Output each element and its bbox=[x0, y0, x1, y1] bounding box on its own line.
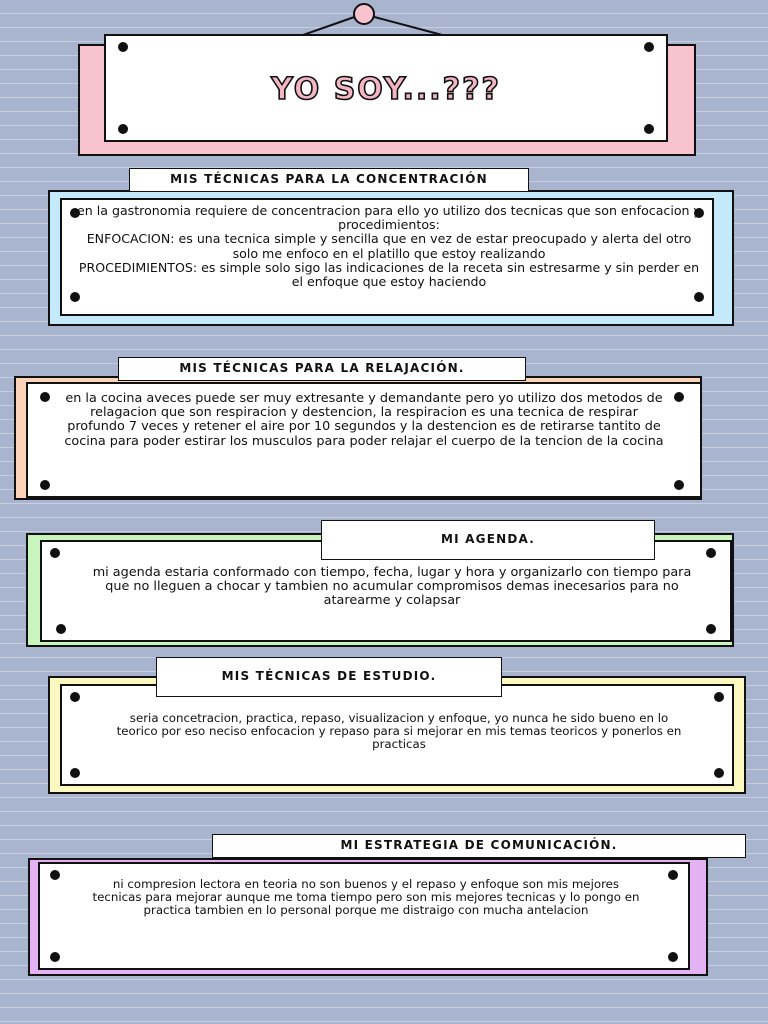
pin-dot bbox=[714, 768, 724, 778]
pin-dot bbox=[668, 952, 678, 962]
pin-dot bbox=[70, 692, 80, 702]
section-concentracion-card bbox=[60, 198, 714, 316]
section-concentracion-label: MIS TÉCNICAS PARA LA CONCENTRACIÓN bbox=[129, 168, 529, 192]
section-estudio-label: MIS TÉCNICAS DE ESTUDIO. bbox=[156, 657, 502, 697]
pin-dot bbox=[644, 42, 654, 52]
section-estudio-text: seria concetracion, practica, repaso, visualizacion y enfoque, yo nunca he sido bueno en lo teorico por eso neciso enfocacion y repaso para si mejorar en mis temas teoricos y ponerlos en practicas bbox=[116, 711, 682, 751]
pin-dot bbox=[694, 292, 704, 302]
section-relajacion-text: en la cocina aveces puede ser muy extresante y demandante pero yo utilizo dos metodos de relagacion que son respiracion y destencion, la respiracion es una tecnica de respirar profundo 7 veces y retener el aire por 10 segundos y la destencion es de retirarse tantito de cocina para poder estirar los musculos para poder relajar el cuerpo de la tencion de la cocina bbox=[64, 391, 664, 449]
pin-dot bbox=[40, 392, 50, 402]
pin-dot bbox=[674, 392, 684, 402]
pin-dot bbox=[40, 480, 50, 490]
pin-dot bbox=[56, 624, 66, 634]
section-relajacion-label: MIS TÉCNICAS PARA LA RELAJACIÓN. bbox=[118, 357, 526, 381]
pin-dot bbox=[644, 124, 654, 134]
pin-dot bbox=[714, 692, 724, 702]
section-concentracion-text: en la gastronomia requiere de concentracion para ello yo utilizo dos tecnicas que son enfocacion y procedimientos: ENFOCACION: es una tecnica simple y sencilla que en vez de estar preocupado y alerta del otro solo me enfoco en el platillo que estoy realizando PROCEDIMIENTOS: es simple solo sigo las indicaciones de la receta sin estresarme y sin perder en el enfoque que estoy haciendo bbox=[77, 203, 701, 290]
section-relajacion-card bbox=[26, 382, 702, 498]
pin-dot bbox=[668, 870, 678, 880]
pin-dot bbox=[50, 548, 60, 558]
pin-dot bbox=[674, 480, 684, 490]
section-agenda-label: MI AGENDA. bbox=[321, 520, 655, 560]
page-title: YO SOY...??? bbox=[271, 72, 501, 107]
pin-dot bbox=[70, 768, 80, 778]
section-comunicacion-text: ni compresion lectora en teoria no son buenos y el repaso y enfoque son mis mejores tecnicas para mejorar aunque me toma tiempo pero son mis mejores tecnicas y lo pongo en practica tambien en lo personal porque me distraigo con mucha antelacion bbox=[92, 877, 640, 917]
title-card bbox=[104, 34, 668, 142]
pin-dot bbox=[50, 952, 60, 962]
pin-dot bbox=[50, 870, 60, 880]
pin-dot bbox=[706, 548, 716, 558]
pin-dot bbox=[70, 292, 80, 302]
section-comunicacion-label: MI ESTRATEGIA DE COMUNICACIÓN. bbox=[212, 834, 746, 858]
section-comunicacion-card bbox=[38, 862, 690, 970]
section-estudio-card bbox=[60, 684, 734, 786]
pin-dot bbox=[706, 624, 716, 634]
section-agenda-text: mi agenda estaria conformado con tiempo, fecha, lugar y hora y organizarlo con tiempo para que no lleguen a chocar y tambien no acumular compromisos demas inecesarios para no atarearme y colapsar bbox=[92, 565, 692, 609]
pin-dot bbox=[118, 124, 128, 134]
pin-dot bbox=[118, 42, 128, 52]
